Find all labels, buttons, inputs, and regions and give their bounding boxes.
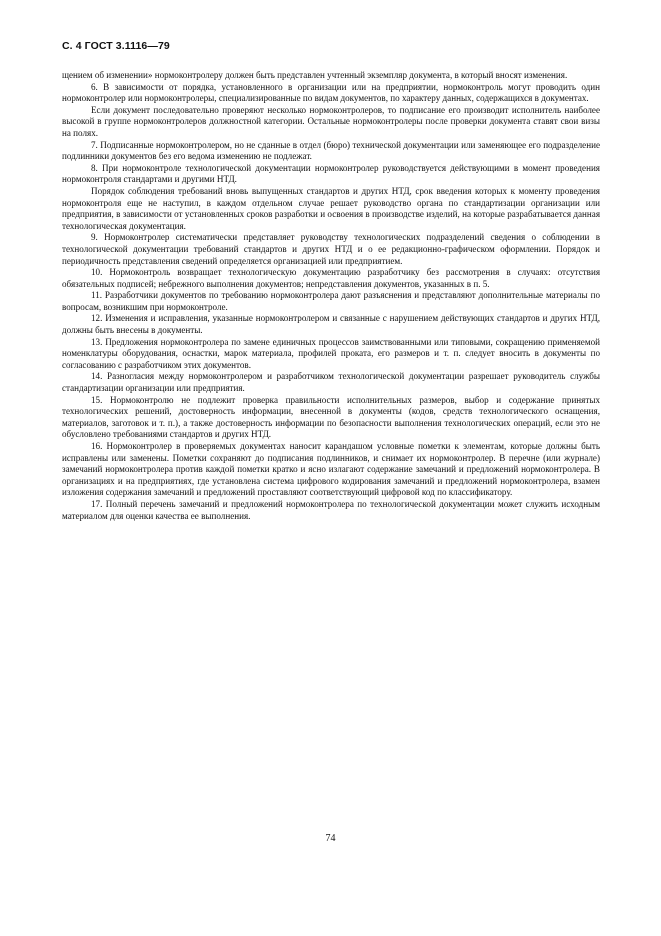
page-header: С. 4 ГОСТ 3.1116—79 <box>62 40 170 52</box>
paragraph-continuation: щением об изменении» нормоконтролеру должен быть представлен учтенный экземпляр документа, в который вносят изменения. <box>62 70 568 80</box>
paragraph-clause-6-note: Если документ последовательно проверяют несколько нормоконтролеров, то подписание его производит исполнитель наиболее высокой в группе нормоконтролеров должностной категории. Остальные нормоконтролеры после проверки документа ставят свои визы на полях. <box>62 104 600 138</box>
paragraph-clause-7: 7. Подписанные нормоконтролером, но не сданные в отдел (бюро) технической документации или заменяющее его подразделение подлинники документов без его ведома изменению не подлежат. <box>62 139 600 162</box>
paragraph-clause-15: 15. Нормоконтролю не подлежит проверка правильности исполнительных размеров, выбор и содержание принятых технологических решений, достоверность информации, внесенной в документы (кодов, средств технологического оснащения, материалов, заготовок и т. п.), а также достоверность информации по безопасности выполнения технологических операций, если это не обусловлено требованиями стандартов и других НТД. <box>62 394 600 440</box>
page-number: 74 <box>325 833 336 844</box>
paragraph-clause-10: 10. Нормоконтроль возвращает технологическую документацию разработчику без рассмотрения в случаях: отсутствия обязательных подписей; небрежного выполнения документов; непредставления документов, указанных в п. 5. <box>62 267 600 289</box>
paragraph-clause-9: 9. Нормоконтролер систематически представляет руководству технологических подразделений сведения о соблюдении в технологической документации требований стандартов и других НТД и о ее редакционно-графическом оформлении. Порядок и периодичность представления сведений определяется организацией или предприятием. <box>62 232 600 266</box>
paragraph-clause-6: 6. В зависимости от порядка, установленного в организации или на предприятии, нормоконтроль могут проводить один нормоконтролер или нормоконтролеры, специализированные по видам документов, по характеру данных, содержащихся в документах. <box>62 81 600 104</box>
paragraph-clause-14: 14. Разногласия между нормоконтролером и разработчиком технологической документации разрешает руководитель службы стандартизации организации или предприятия. <box>62 371 600 394</box>
paragraph-clause-11: 11. Разработчики документов по требованию нормоконтролера дают разъяснения и представляют дополнительные материалы по вопросам, возникшим при нормоконтроле. <box>62 290 600 312</box>
paragraph-clause-16: 16. Нормоконтролер в проверяемых документах наносит карандашом условные пометки к элементам, которые должны быть исправлены или заменены. Пометки сохраняют до подписания подлинников, и снимает их нормоконтролер. В перечне (или журнале) замечаний нормоконтролера против каждой пометки кратко и ясно излагают содержание замечаний и предложений нормоконтролера. В организациях и на предприятиях, где установлена система цифрового кодирования замечаний и предложений нормоконтролера, взамен изложения содержания замечаний и предложений проставляют соответствующий цифровой код по классификатору. <box>62 441 600 498</box>
paragraph-clause-17: 17. Полный перечень замечаний и предложений нормоконтролера по технологической документации может служить исходным материалом для оценки качества ее выполнения. <box>62 498 600 521</box>
paragraph-clause-8-note: Порядок соблюдения требований вновь выпущенных стандартов и других НТД, срок введения которых к моменту проведения нормоконтроля еще не наступил, в каждом отдельном случае решает руководство органа по стандартизации организации или предприятия, в зависимости от установленных сроков разработки и освоения в производстве изделий, на которые разрабатывается данная технологическая документация. <box>62 185 600 231</box>
document-body <box>62 70 600 522</box>
paragraph-clause-13: 13. Предложения нормоконтролера по замене единичных процессов заимствованными или типовыми, сокращению применяемой номенклатуры оборудования, оснастки, марок материала, профилей проката, его размеров и т. п. следует вносить в документы по согласованию с разработчиком этих документов. <box>62 336 600 370</box>
paragraph-clause-8: 8. При нормоконтроле технологической документации нормоконтролер руководствуется действующими в момент проведения нормоконтроля стандартами и другими НТД. <box>62 162 600 185</box>
paragraph-clause-12: 12. Изменения и исправления, указанные нормоконтролером и связанные с нарушением действующих стандартов и других НТД, должны быть внесены в документы. <box>62 313 600 336</box>
